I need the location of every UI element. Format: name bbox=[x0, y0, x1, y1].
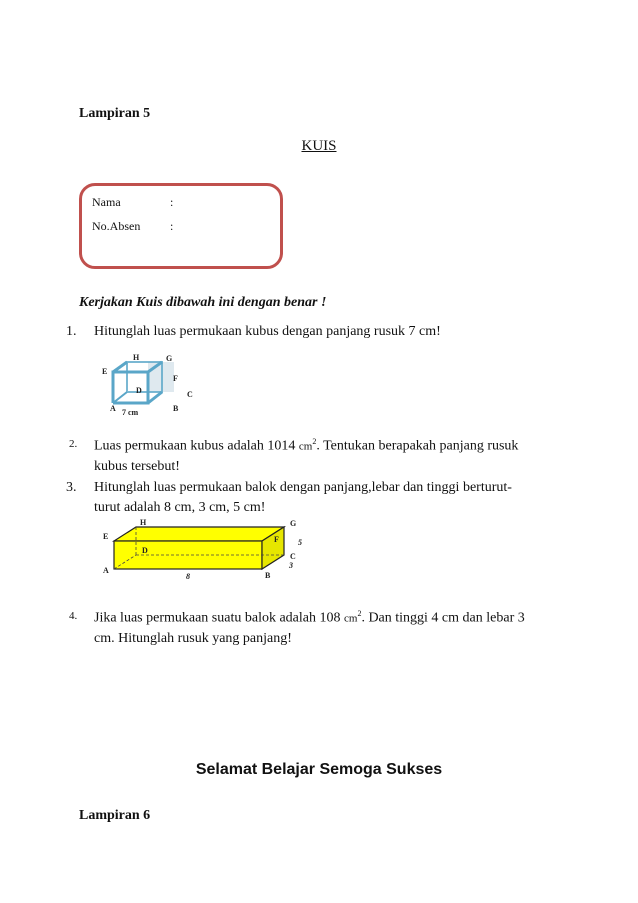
page-title bbox=[0, 137, 638, 155]
farewell-message: Selamat Belajar Semoga Sukses bbox=[195, 761, 443, 778]
cube-label-g: G bbox=[166, 354, 173, 363]
question-4 bbox=[0, 604, 638, 646]
cuboid-label-h: H bbox=[140, 518, 147, 527]
cuboid-label-g: G bbox=[290, 519, 297, 528]
question-2-part-a: Luas permukaan kubus adalah 1014 bbox=[94, 438, 296, 454]
question-1-number: 1. bbox=[66, 324, 77, 339]
instruction: Kerjakan Kuis dibawah ini dengan benar ! bbox=[79, 295, 327, 310]
cuboid-width-label: 3 bbox=[289, 561, 293, 570]
name-label: Nama bbox=[92, 195, 121, 209]
question-4-text bbox=[94, 604, 569, 649]
cube-edge-length: 7 cm bbox=[122, 408, 139, 417]
cuboid-figure bbox=[100, 518, 310, 584]
question-2-text bbox=[94, 432, 569, 477]
lampiran-6-heading: Lampiran 6 bbox=[79, 808, 151, 823]
cuboid-label-d: D bbox=[142, 546, 148, 555]
question-2-part-c: kubus tersebut! bbox=[94, 458, 180, 474]
question-3-number: 3. bbox=[66, 480, 77, 495]
question-3 bbox=[0, 478, 638, 520]
question-3-text bbox=[94, 478, 569, 518]
question-4-part-c: cm. Hitunglah rusuk yang panjang! bbox=[94, 630, 292, 646]
identity-box bbox=[79, 183, 283, 269]
cube-label-d: D bbox=[136, 386, 142, 395]
cube-label-f: F bbox=[173, 374, 178, 383]
name-row bbox=[92, 195, 173, 210]
cuboid-label-c: C bbox=[290, 552, 296, 561]
name-colon: : bbox=[170, 195, 174, 209]
cuboid-height-label: 5 bbox=[298, 538, 302, 547]
cuboid-label-a: A bbox=[103, 566, 109, 575]
question-3-line-1: Hitunglah luas permukaan balok dengan panjang,lebar dan tinggi berturut- bbox=[94, 480, 512, 495]
cuboid-length-label: 8 bbox=[186, 572, 190, 581]
cuboid-label-f: F bbox=[274, 535, 279, 544]
question-1-text: Hitunglah luas permukaan kubus dengan panjang rusuk 7 cm! bbox=[94, 324, 441, 339]
cuboid-top-face bbox=[114, 527, 284, 541]
cube-label-e: E bbox=[102, 367, 108, 376]
question-2-unit: cm bbox=[298, 440, 313, 453]
question-4-part-a: Jika luas permukaan suatu balok adalah 108 bbox=[94, 610, 341, 626]
lampiran-5-heading: Lampiran 5 bbox=[79, 106, 151, 121]
cuboid-label-b: B bbox=[265, 571, 271, 580]
absen-colon: : bbox=[170, 219, 174, 233]
cube-label-b: B bbox=[173, 404, 179, 413]
question-4-number: 4. bbox=[69, 610, 78, 622]
question-2-part-b: . Tentukan berapakah panjang rusuk bbox=[316, 438, 519, 454]
cube-label-c: C bbox=[187, 390, 193, 399]
question-3-line-2: turut adalah 8 cm, 3 cm, 5 cm! bbox=[94, 500, 266, 515]
question-4-part-b: . Dan tinggi 4 cm dan lebar 3 bbox=[361, 610, 525, 626]
absen-label: No.Absen bbox=[92, 219, 141, 233]
cube-label-a: A bbox=[110, 404, 116, 413]
title-text: KUIS bbox=[301, 138, 337, 154]
question-4-unit: cm bbox=[343, 612, 358, 625]
question-2-number: 2. bbox=[69, 438, 78, 450]
cube-label-h: H bbox=[133, 353, 140, 362]
question-2-superscript: 2 bbox=[312, 437, 317, 446]
question-4-superscript: 2 bbox=[357, 609, 362, 618]
question-2 bbox=[0, 432, 638, 474]
cuboid-label-e: E bbox=[103, 532, 109, 541]
cube-figure bbox=[100, 352, 200, 418]
question-1 bbox=[0, 322, 638, 344]
absen-row bbox=[92, 219, 173, 234]
